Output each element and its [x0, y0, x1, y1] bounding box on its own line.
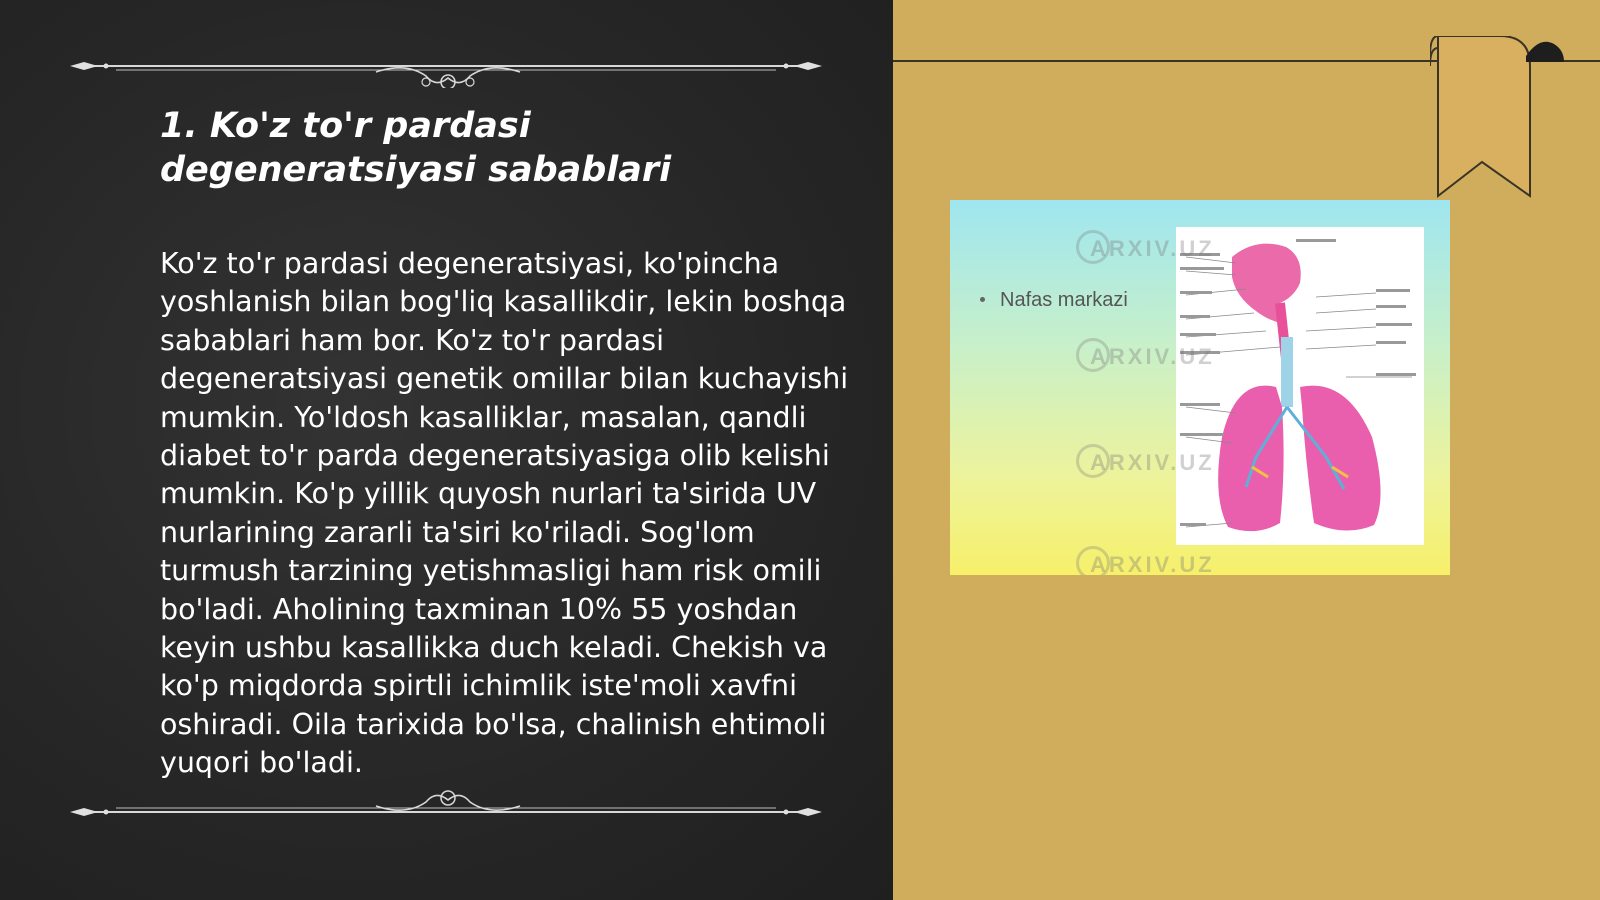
lungs-icon: [1176, 227, 1424, 545]
slide-title: 1. Ko'z to'r pardasi degeneratsiyasi sabablari: [160, 106, 672, 190]
watermark-4: ARXIV.UZ: [1090, 552, 1215, 575]
respiratory-system-diagram: [1176, 227, 1424, 545]
bullet-icon: [980, 297, 985, 302]
slide-body-text: Ko'z to'r pardasi degeneratsiyasi, ko'pincha yoshlanish bilan bog'liq kasallikdir, lekin boshqa sabablari ham bor. Ko'z to'r pardasi degeneratsiyasi genetik omillar bilan kuchayishi mumkin. Yo'ldosh kasalliklar, masalan, qandli diabet to'r parda degeneratsiyasiga olib kelishi mumkin. Ko'p yillik quyosh nurlari ta'sirida UV nurlarining zararli ta'siri ko'riladi. Sog'lom turmush tarzining yetishmasligi ham risk omili bo'ladi. Aholining taxminan 10% 55 yoshdan keyin ushbu kasallikka duch keladi. Chekish va ko'p miqdorda spirtli ichimlik iste'moli xavfni oshiradi. Oila tarixida bo'lsa, chalinish ehtimoli yuqori bo'ladi.: [160, 247, 849, 780]
watermark-2: ARXIV.UZ: [1090, 344, 1215, 369]
watermark-1: ARXIV.UZ: [1090, 236, 1215, 261]
watermark-3: ARXIV.UZ: [1090, 450, 1215, 475]
bottom-ornament: [66, 790, 826, 830]
lungs-diagram-image: [950, 200, 1450, 575]
bookmark-ribbon-icon: [1430, 36, 1600, 206]
top-ornament: [66, 48, 826, 88]
image-bullet-label: Nafas markazi: [1000, 289, 1128, 311]
